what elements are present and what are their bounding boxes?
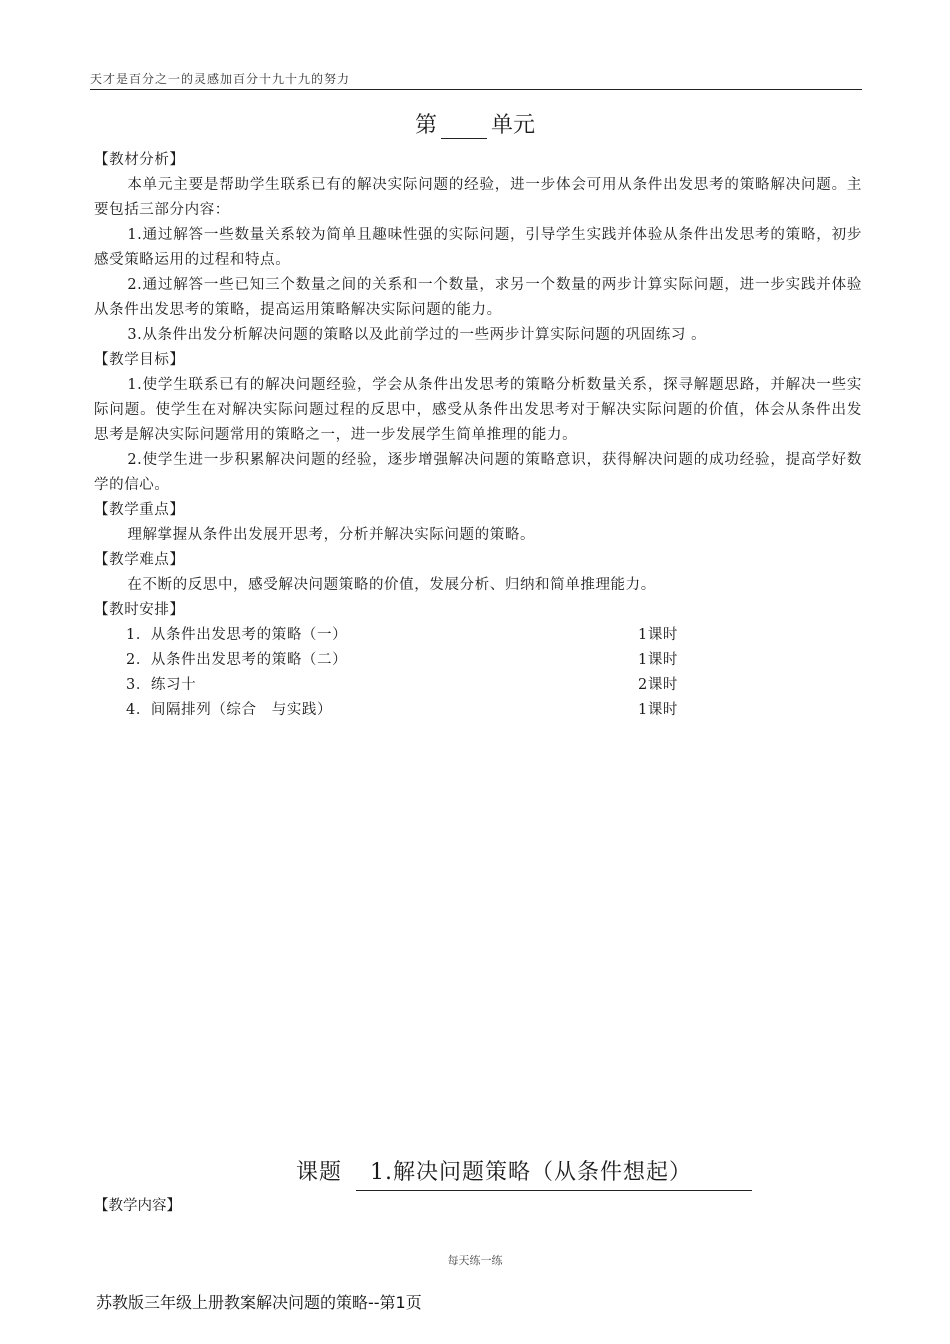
schedule-lesson-name: 1．从条件出发思考的策略（一） xyxy=(126,627,348,643)
document-body xyxy=(94,148,862,723)
section-heading-schedule: 【教时安排】 xyxy=(94,602,185,618)
lesson-title xyxy=(296,1155,752,1191)
teaching-goal-item: 1.使学生联系已有的解决问题经验，学会从条件出发思考的策略分析数量关系，探寻解题思路，并解决一些实际问题。使学生在对解决实际问题过程的反思中，感受从条件出发思考对于解决实际问题的价值，体会从条件出发思考是解决实际问题常用的策略之一，进一步发展学生简单推理的能力。 xyxy=(94,377,862,443)
schedule-lesson-hours: 1课时 xyxy=(638,627,679,643)
schedule-lesson-hours: 2课时 xyxy=(638,677,679,693)
section-heading-teaching-content: 【教学内容】 xyxy=(94,1198,181,1214)
schedule-lesson-name: 2．从条件出发思考的策略（二） xyxy=(126,652,348,668)
section-heading-teaching-goals: 【教学目标】 xyxy=(94,352,185,368)
schedule-row xyxy=(126,623,758,648)
unit-title-suffix: 单元 xyxy=(491,113,536,138)
section-heading-difficulties: 【教学难点】 xyxy=(94,552,185,568)
material-analysis-intro: 本单元主要是帮助学生联系已有的解决实际问题的经验，进一步体会可用从条件出发思考的策略解决问题。主要包括三部分内容： xyxy=(94,177,862,218)
material-analysis-item: 3.从条件出发分析解决问题的策略以及此前学过的一些两步计算实际问题的巩固练习 。 xyxy=(127,327,707,343)
document-caption: 苏教版三年级上册教案解决问题的策略--第1页 xyxy=(96,1293,422,1312)
key-points-text: 理解掌握从条件出发展开思考，分析并解决实际问题的策略。 xyxy=(127,527,536,543)
schedule-row xyxy=(126,698,758,723)
material-analysis-item: 1.通过解答一些数量关系较为简单且趣味性强的实际问题，引导学生实践并体验从条件出发思考的策略，初步感受策略运用的过程和特点。 xyxy=(94,227,862,268)
page-footer: 每天练一练 xyxy=(447,1254,503,1267)
schedule-lesson-name: 4．间隔排列（综合 与实践） xyxy=(126,702,333,718)
schedule-lesson-name: 3．练习十 xyxy=(126,677,197,693)
header-rule xyxy=(90,89,862,90)
difficulties-text: 在不断的反思中，感受解决问题策略的价值，发展分析、归纳和简单推理能力。 xyxy=(127,577,656,593)
teaching-goal-item: 2.使学生进一步积累解决问题的经验，逐步增强解决问题的策略意识，获得解决问题的成功经验，提高学好数学的信心。 xyxy=(94,452,862,493)
schedule-table xyxy=(126,623,758,723)
unit-number-blank xyxy=(441,116,487,139)
lesson-title-text: 1.解决问题策略（从条件想起） xyxy=(356,1155,752,1191)
unit-title-prefix: 第 xyxy=(414,113,437,138)
schedule-lesson-hours: 1课时 xyxy=(638,702,679,718)
schedule-row xyxy=(126,648,758,673)
header-motto: 天才是百分之一的灵感加百分十九十九的努力 xyxy=(90,72,351,86)
material-analysis-item: 2.通过解答一些已知三个数量之间的关系和一个数量，求另一个数量的两步计算实际问题，进一步实践并体验从条件出发思考的策略，提高运用策略解决实际问题的能力。 xyxy=(94,277,862,318)
section-heading-key-points: 【教学重点】 xyxy=(94,502,185,518)
lesson-label: 课题 xyxy=(296,1160,343,1185)
section-heading-material-analysis: 【教材分析】 xyxy=(94,152,185,168)
schedule-lesson-hours: 1课时 xyxy=(638,652,679,668)
schedule-row xyxy=(126,673,758,698)
unit-title xyxy=(0,108,950,139)
